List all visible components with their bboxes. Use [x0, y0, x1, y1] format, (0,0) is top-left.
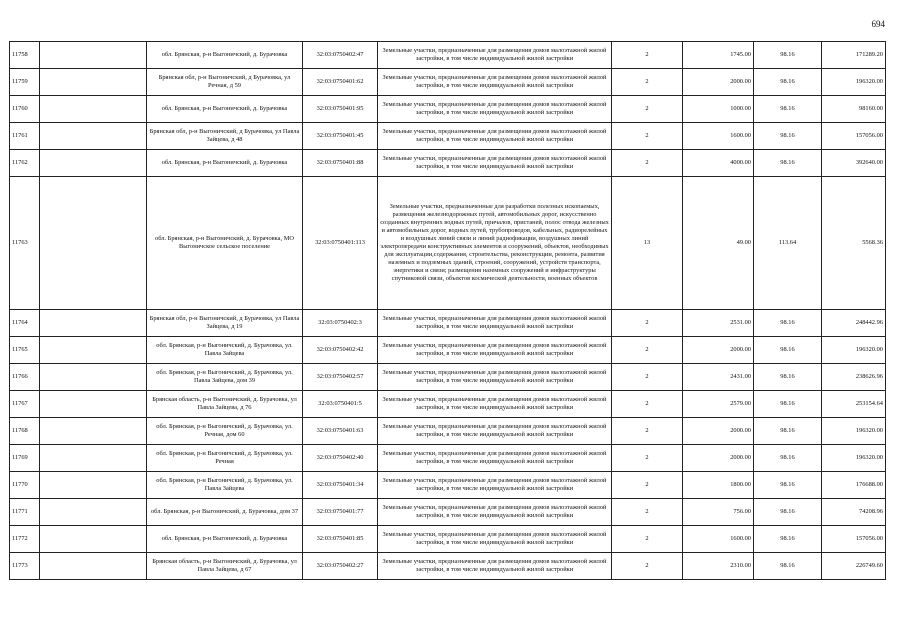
spacer-cell [40, 96, 147, 123]
unit-rate-cell: 98.16 [754, 499, 822, 526]
permitted-use-cell: Земельные участки, предназначенные для размещения домов малоэтажной жилой застройки, в том числе индивидуальной жилой застройки [378, 337, 612, 364]
unit-rate-cell: 98.16 [754, 310, 822, 337]
area-cell: 49.00 [683, 177, 754, 310]
unit-rate-cell: 113.64 [754, 177, 822, 310]
category-code-cell: 13 [612, 177, 683, 310]
category-code-cell: 2 [612, 499, 683, 526]
category-code-cell: 2 [612, 553, 683, 580]
address-cell: обл. Брянская, р-н Выгоничский, д. Бурачовка, дом 37 [147, 499, 303, 526]
permitted-use-cell: Земельные участки, предназначенные для размещения домов малоэтажной жилой застройки, в том числе индивидуальной жилой застройки [378, 418, 612, 445]
unit-rate-cell: 98.16 [754, 526, 822, 553]
row-number: 11759 [10, 69, 40, 96]
address-cell: Брянская обл, р-н Выгоничский, д Бурачовка, ул Павла Зайцева, д 19 [147, 310, 303, 337]
category-code-cell: 2 [612, 310, 683, 337]
cadastral-value-cell: 248442.96 [822, 310, 886, 337]
permitted-use-cell: Земельные участки, предназначенные для размещения домов малоэтажной жилой застройки, в том числе индивидуальной жилой застройки [378, 391, 612, 418]
area-cell: 2310.00 [683, 553, 754, 580]
spacer-cell [40, 364, 147, 391]
area-cell: 2431.00 [683, 364, 754, 391]
address-cell: обл. Брянская, р-н Выгоничский, д. Бурачовка, ул. Павла Зайцева [147, 337, 303, 364]
spacer-cell [40, 42, 147, 69]
spacer-cell [40, 177, 147, 310]
category-code-cell: 2 [612, 42, 683, 69]
cadastral-value-cell: 176688.00 [822, 472, 886, 499]
area-cell: 1745.00 [683, 42, 754, 69]
cadastral-number-cell: 32:03:0750401:45 [303, 123, 378, 150]
area-cell: 1800.00 [683, 472, 754, 499]
unit-rate-cell: 98.16 [754, 337, 822, 364]
table-row [10, 472, 886, 499]
unit-rate-cell: 98.16 [754, 69, 822, 96]
category-code-cell: 2 [612, 364, 683, 391]
row-number: 11763 [10, 177, 40, 310]
permitted-use-cell: Земельные участки, предназначенные для размещения домов малоэтажной жилой застройки, в том числе индивидуальной жилой застройки [378, 472, 612, 499]
table-row [10, 499, 886, 526]
unit-rate-cell: 98.16 [754, 123, 822, 150]
cadastral-value-cell: 392640.00 [822, 150, 886, 177]
cadastral-value-cell: 253154.64 [822, 391, 886, 418]
permitted-use-cell: Земельные участки, предназначенные для разработки полезных ископаемых, размещения железнодорожных путей, автомобильных дорог, искусственно созданных внутренних водных путей, причалов, пристаней, полос отвода железных и автомобильных дорог, водных путей, трубопроводов, кабельных, радиорелейных и воздушных линий связи и линий радиофикации, воздушных линий электропередачи конструктивных элементов и сооружений, объектов, необходимых для эксплуатации,содержания, строительства, реконструкции, ремонта, развития наземных и подземных зданий, строений, сооружений, устройств транспорта, энергетики и связи; размещения наземных сооружений и инфраструктуры спутниковой связи, объектов космической деятельности, военных объектов [378, 177, 612, 310]
page-number: 694 [871, 19, 885, 29]
unit-rate-cell: 98.16 [754, 553, 822, 580]
cadastral-number-cell: 32:03:0750401:113 [303, 177, 378, 310]
cadastral-number-cell: 32:03:0750402:47 [303, 42, 378, 69]
spacer-cell [40, 472, 147, 499]
address-cell: обл. Брянская, р-н Выгоничский, д. Бурачовка [147, 526, 303, 553]
table-row [10, 42, 886, 69]
address-cell: обл. Брянская, р-н Выгоничский, д. Бурачовка [147, 96, 303, 123]
category-code-cell: 2 [612, 418, 683, 445]
permitted-use-cell: Земельные участки, предназначенные для размещения домов малоэтажной жилой застройки, в том числе индивидуальной жилой застройки [378, 150, 612, 177]
unit-rate-cell: 98.16 [754, 150, 822, 177]
area-cell: 2000.00 [683, 337, 754, 364]
row-number: 11773 [10, 553, 40, 580]
cadastral-number-cell: 32:03:0750401:85 [303, 526, 378, 553]
table-row [10, 445, 886, 472]
spacer-cell [40, 526, 147, 553]
spacer-cell [40, 418, 147, 445]
cadastral-number-cell: 32:03:0750401:77 [303, 499, 378, 526]
area-cell: 4000.00 [683, 150, 754, 177]
table-row [10, 526, 886, 553]
category-code-cell: 2 [612, 445, 683, 472]
address-cell: обл. Брянская, р-н Выгоничский, д. Бурачовка, ул. Павла Зайцева [147, 472, 303, 499]
spacer-cell [40, 69, 147, 96]
spacer-cell [40, 337, 147, 364]
permitted-use-cell: Земельные участки, предназначенные для размещения домов малоэтажной жилой застройки, в том числе индивидуальной жилой застройки [378, 445, 612, 472]
unit-rate-cell: 98.16 [754, 96, 822, 123]
table-row [10, 69, 886, 96]
address-cell: обл. Брянская, р-н Выгоничский, д. Бурачовка, ул. Павла Зайцева, дом 39 [147, 364, 303, 391]
table-row [10, 96, 886, 123]
table-row [10, 310, 886, 337]
category-code-cell: 2 [612, 337, 683, 364]
table-row [10, 150, 886, 177]
row-number: 11766 [10, 364, 40, 391]
table-row [10, 553, 886, 580]
spacer-cell [40, 123, 147, 150]
row-number: 11771 [10, 499, 40, 526]
cadastral-value-cell: 238626.96 [822, 364, 886, 391]
unit-rate-cell: 98.16 [754, 472, 822, 499]
row-number: 11762 [10, 150, 40, 177]
category-code-cell: 2 [612, 69, 683, 96]
cadastral-value-cell: 74208.96 [822, 499, 886, 526]
category-code-cell: 2 [612, 150, 683, 177]
row-number: 11769 [10, 445, 40, 472]
cadastral-value-cell: 5568.36 [822, 177, 886, 310]
area-cell: 756.00 [683, 499, 754, 526]
address-cell: обл. Брянская, р-н Выгоничский, д. Бурачовка, МО Выгоничское сельское поселение [147, 177, 303, 310]
cadastral-value-cell: 226749.60 [822, 553, 886, 580]
table-row [10, 123, 886, 150]
row-number: 11758 [10, 42, 40, 69]
cadastral-number-cell: 32:03:0750401:63 [303, 418, 378, 445]
permitted-use-cell: Земельные участки, предназначенные для размещения домов малоэтажной жилой застройки, в том числе индивидуальной жилой застройки [378, 499, 612, 526]
address-cell: обл. Брянская, р-н Выгоничский, д. Бурачовка, ул. Речная, дом 60 [147, 418, 303, 445]
cadastral-number-cell: 32:03:0750402:27 [303, 553, 378, 580]
row-number: 11764 [10, 310, 40, 337]
address-cell: Брянская область, р-н Выгоничский, д. Бурачовка, ул Павла Зайцева, д 67 [147, 553, 303, 580]
cadastral-value-cell: 157056.00 [822, 123, 886, 150]
row-number: 11772 [10, 526, 40, 553]
spacer-cell [40, 391, 147, 418]
spacer-cell [40, 445, 147, 472]
table-row [10, 177, 886, 310]
cadastral-number-cell: 32:03:0750402:40 [303, 445, 378, 472]
spacer-cell [40, 499, 147, 526]
permitted-use-cell: Земельные участки, предназначенные для размещения домов малоэтажной жилой застройки, в том числе индивидуальной жилой застройки [378, 526, 612, 553]
permitted-use-cell: Земельные участки, предназначенные для размещения домов малоэтажной жилой застройки, в том числе индивидуальной жилой застройки [378, 69, 612, 96]
cadastral-number-cell: 32:03:0750402:3 [303, 310, 378, 337]
address-cell: обл. Брянская, р-н Выгоничский, д. Бурачовка, ул. Речная [147, 445, 303, 472]
address-cell: Брянская обл, р-н Выгоничский, д Бурачовка, ул Павла Зайцева, д 48 [147, 123, 303, 150]
cadastral-number-cell: 32:03:0750402:57 [303, 364, 378, 391]
row-number: 11770 [10, 472, 40, 499]
permitted-use-cell: Земельные участки, предназначенные для размещения домов малоэтажной жилой застройки, в том числе индивидуальной жилой застройки [378, 364, 612, 391]
area-cell: 1600.00 [683, 526, 754, 553]
cadastral-value-cell: 196320.00 [822, 418, 886, 445]
unit-rate-cell: 98.16 [754, 391, 822, 418]
cadastral-value-cell: 171289.20 [822, 42, 886, 69]
row-number: 11760 [10, 96, 40, 123]
category-code-cell: 2 [612, 526, 683, 553]
spacer-cell [40, 310, 147, 337]
land-plots-table [9, 41, 886, 580]
category-code-cell: 2 [612, 96, 683, 123]
cadastral-number-cell: 32:03:0750401:62 [303, 69, 378, 96]
address-cell: обл. Брянская, р-н Выгоничский, д. Бурачовка [147, 42, 303, 69]
cadastral-number-cell: 32:03:0750401:34 [303, 472, 378, 499]
unit-rate-cell: 98.16 [754, 445, 822, 472]
cadastral-value-cell: 157056.00 [822, 526, 886, 553]
area-cell: 2531.00 [683, 310, 754, 337]
cadastral-value-cell: 98160.00 [822, 96, 886, 123]
unit-rate-cell: 98.16 [754, 364, 822, 391]
row-number: 11761 [10, 123, 40, 150]
category-code-cell: 2 [612, 472, 683, 499]
row-number: 11767 [10, 391, 40, 418]
cadastral-value-cell: 196320.00 [822, 69, 886, 96]
cadastral-number-cell: 32:03:0750401:5 [303, 391, 378, 418]
area-cell: 2000.00 [683, 69, 754, 96]
row-number: 11768 [10, 418, 40, 445]
unit-rate-cell: 98.16 [754, 418, 822, 445]
table-row [10, 391, 886, 418]
address-cell: Брянская область, р-н Выгоничский, д. Бурачовка, ул Павла Зайцева, д 76 [147, 391, 303, 418]
table-row [10, 418, 886, 445]
spacer-cell [40, 150, 147, 177]
area-cell: 1600.00 [683, 123, 754, 150]
permitted-use-cell: Земельные участки, предназначенные для размещения домов малоэтажной жилой застройки, в том числе индивидуальной жилой застройки [378, 310, 612, 337]
unit-rate-cell: 98.16 [754, 42, 822, 69]
area-cell: 1000.00 [683, 96, 754, 123]
permitted-use-cell: Земельные участки, предназначенные для размещения домов малоэтажной жилой застройки, в том числе индивидуальной жилой застройки [378, 553, 612, 580]
cadastral-number-cell: 32:03:0750401:88 [303, 150, 378, 177]
cadastral-value-cell: 196320.00 [822, 337, 886, 364]
table-row [10, 364, 886, 391]
row-number: 11765 [10, 337, 40, 364]
permitted-use-cell: Земельные участки, предназначенные для размещения домов малоэтажной жилой застройки, в том числе индивидуальной жилой застройки [378, 96, 612, 123]
area-cell: 2579.00 [683, 391, 754, 418]
table-row [10, 337, 886, 364]
address-cell: Брянская обл, р-н Выгоничский, д Бурачовка, ул Речная, д 59 [147, 69, 303, 96]
cadastral-value-cell: 196320.00 [822, 445, 886, 472]
permitted-use-cell: Земельные участки, предназначенные для размещения домов малоэтажной жилой застройки, в том числе индивидуальной жилой застройки [378, 42, 612, 69]
address-cell: обл. Брянская, р-н Выгоничский, д. Бурачовка [147, 150, 303, 177]
cadastral-number-cell: 32:03:0750401:95 [303, 96, 378, 123]
category-code-cell: 2 [612, 391, 683, 418]
area-cell: 2000.00 [683, 445, 754, 472]
spacer-cell [40, 553, 147, 580]
area-cell: 2000.00 [683, 418, 754, 445]
permitted-use-cell: Земельные участки, предназначенные для размещения домов малоэтажной жилой застройки, в том числе индивидуальной жилой застройки [378, 123, 612, 150]
cadastral-number-cell: 32:03:0750402:42 [303, 337, 378, 364]
category-code-cell: 2 [612, 123, 683, 150]
